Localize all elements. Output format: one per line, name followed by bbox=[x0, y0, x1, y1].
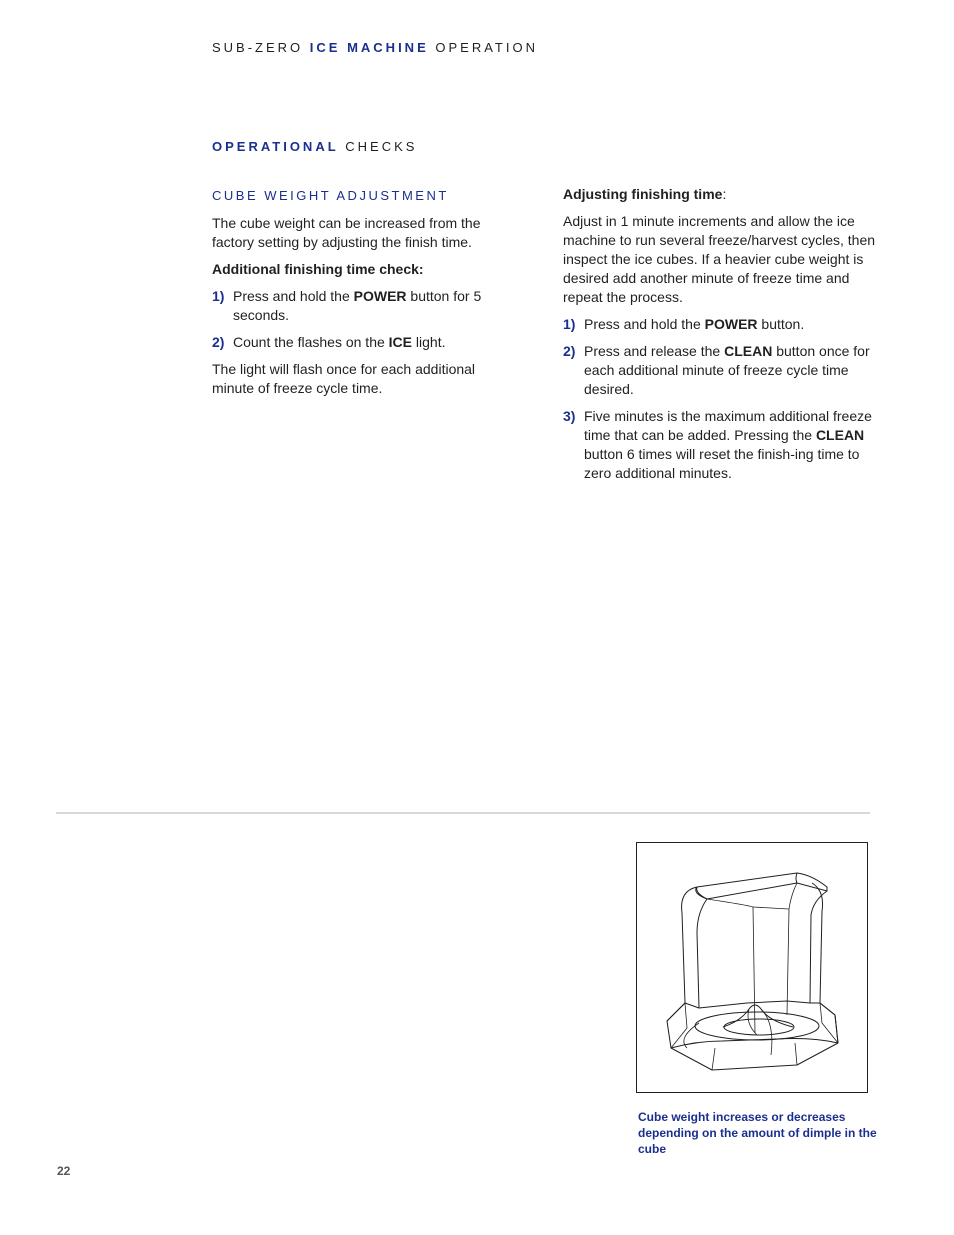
header-brand: SUB-ZERO bbox=[212, 40, 304, 55]
ice-cube-illustration-icon bbox=[637, 843, 869, 1094]
figure-frame bbox=[636, 842, 868, 1093]
section-title bbox=[212, 139, 417, 154]
right-column bbox=[563, 185, 878, 483]
figure-caption: Cube weight increases or decreases depending on the amount of dimple in the cube bbox=[638, 1110, 877, 1156]
list-item: 3) Five minutes is the maximum additional freeze time that can be added. Pressing the CLEAN button 6 times will reset the finish-ing time to zero additional minutes. bbox=[563, 408, 872, 481]
button-name: CLEAN bbox=[724, 343, 773, 359]
divider-rule bbox=[56, 812, 870, 814]
step-number: 2) bbox=[563, 343, 576, 359]
section-title-rest: CHECKS bbox=[345, 139, 418, 154]
section-title-bold: OPERATIONAL bbox=[212, 139, 339, 154]
intro-paragraph: The cube weight can be increased from the factory setting by adjusting the finish time. bbox=[212, 215, 481, 250]
header-title: ICE MACHINE bbox=[309, 40, 429, 55]
light-name: ICE bbox=[388, 334, 413, 350]
adjust-paragraph: Adjust in 1 minute increments and allow the ice machine to run several freeze/harvest cycles, then inspect the ice cubes. If a heavier cube weight is desired add another minute of freeze time and repeat the process. bbox=[563, 213, 876, 305]
step-number: 3) bbox=[563, 408, 576, 424]
step-number: 2) bbox=[212, 334, 225, 350]
list-item: 2) Press and release the CLEAN button once for each additional minute of freeze cycle time desired. bbox=[563, 343, 870, 397]
subheading-cube-weight: CUBE WEIGHT ADJUSTMENT bbox=[212, 188, 449, 203]
button-name: POWER bbox=[353, 288, 407, 304]
list-item: 1) Press and hold the POWER button for 5 seconds. bbox=[212, 288, 482, 323]
list-item: 2) Count the flashes on the ICE light. bbox=[212, 334, 446, 350]
button-name: POWER bbox=[704, 316, 758, 332]
button-name: CLEAN bbox=[815, 427, 865, 443]
step-number: 1) bbox=[563, 316, 576, 332]
page-number: 22 bbox=[57, 1164, 71, 1178]
list-item: 1) Press and hold the POWER button. bbox=[563, 316, 805, 332]
check-heading: Additional finishing time check: bbox=[212, 261, 424, 277]
adjust-heading: Adjusting finishing time: bbox=[563, 186, 727, 202]
running-header bbox=[212, 40, 538, 55]
header-suffix: OPERATION bbox=[435, 40, 538, 55]
left-column bbox=[212, 214, 512, 398]
step-number: 1) bbox=[212, 288, 225, 304]
closing-paragraph: The light will flash once for each additional minute of freeze cycle time. bbox=[212, 361, 476, 396]
